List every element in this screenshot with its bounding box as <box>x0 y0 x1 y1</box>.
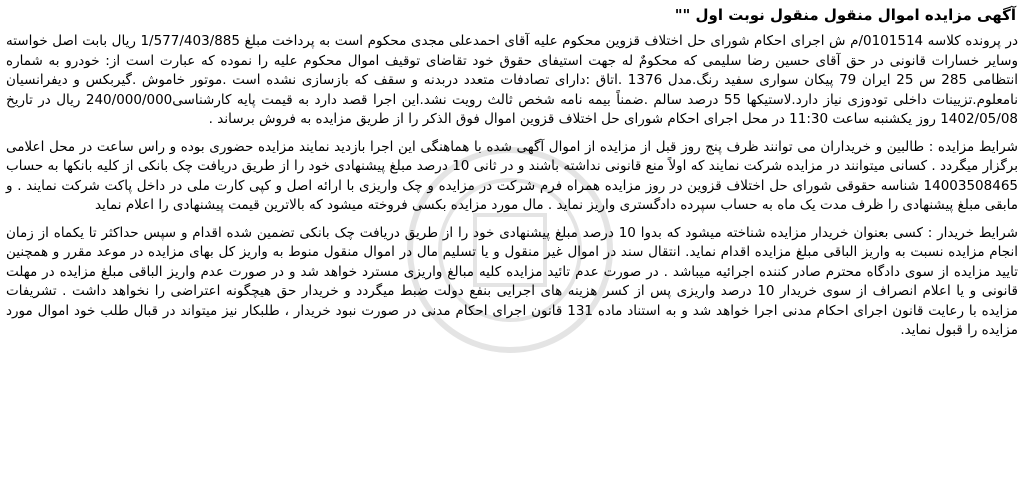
notice-title: آگهی مزایده اموال منقول منقول نوبت اول "" <box>674 6 1016 24</box>
auction-notice <box>6 4 1018 494</box>
notice-paragraph-auction-conditions: شرایط مزایده : طالبین و خریداران می توانند ظرف پنج روز قبل از مزایده از اموال آگهی شده با هماهنگی این اجرا بازدید نمایند مزایده حضوری بوده و راس ساعت در محل اعلامی برگزار میگردد . کسانی میتوانند در مزایده شرکت نمایند که اولاً منع قانونی نداشته باشند و در ثانی 10 درصد مبلغ پیشنهادی خود را از طریق دریافت چک بانکی از کلیه بانکها به حساب 14003508465 شناسه حقوقی شورای حل اختلاف قزوین در روز مزایده همراه فرم شرکت در مزایده و چک واریزی با ارائه اصل و کپی کارت ملی در داخل پاکت شرکت نمایند . و مابقی مبلغ پیشنهادی را ظرف مدت یک ماه به حساب سپرده دادگستری واریز نماید . مال مورد مزایده بکسی فروخته میشود که بالاترین قیمت پیشنهادی را اعلام نماید <box>6 138 1018 213</box>
notice-paragraph-buyer-conditions: شرایط خریدار : کسی بعنوان خریدار مزایده شناخته میشود که بدوا 10 درصد مبلغ پیشنهادی خود را از طریق دریافت چک بانکی تضمین شده اقدام و سپس حداکثر تا یکماه از زمان انجام مزایده نسبت به واریز الباقی مبلغ مزایده اقدام نماید. انتقال سند در اموال غیر منقول و یا تسلیم مال در اموال منقول منوط به واریز کل بهای مزایده در موعد مقرر و همچنین تایید مزایده از سوی دادگاه محترم صادر کننده اجرائیه میباشد . در صورت عدم تائید مزایده کلیه مبالغ واریزی مسترد خواهد شد و در صورت عدم واریز الباقی مبلغ مزایده در مهلت قانونی و یا اعلام انصراف از سوی خریدار 10 درصد واریزی پس از کسر هزینه های اجرایی بنفع دولت ضبط میگردد و خریدار حق هیچگونه اعتراضی را نخواهد داشت . تشریفات مزایده با رعایت قانون اجرای احکام مدنی اجرا خواهد شد و به استناد ماده 131 قانون اجرای احکام مدنی در صورت نبود خریدار ، طلبکار نیز میتواند در قبال طلب خود اموال مورد مزایده را قبول نماید. <box>6 224 1018 338</box>
notice-paragraph-case: در پرونده کلاسه 0101514/م ش اجرای احکام شورای حل اختلاف قزوین محکوم علیه آقای احمدعلی مجدی محکوم است به پرداخت مبلغ 1/577/403/885 ریال بابت اصل خواسته وسایر خسارات قانونی در حق آقای حسین رضا سلیمی که محکومٌ له جهت استیفای حقوق خود تقاضای توقیف اموال محکوم علیه را نموده که عبارت است از: خودرو به شماره انتظامی 285 س 25 ایران 79 پیکان سواری سفید رنگ.مدل 1376 .اتاق :دارای تصادفات متعدد دربدنه و سقف که بازسازی نشده است .موتور خاموش .گیربکس و دیفرانسیان نامعلوم.تزیینات داخلی تودوزی نیاز دارد.لاستیکها 55 درصد سالم .ضمناً بیمه نامه شخص ثالث رویت نشد.این اجرا قصد دارد به قیمت پایه کارشناسی240/000/000 ریال در تاریخ 1402/05/08 روز یکشنبه ساعت 11:30 در محل اجرای احکام شورای حل اختلاف قزوین اموال فوق الذکر را از طریق مزایده به فروش برساند . <box>6 33 1019 127</box>
